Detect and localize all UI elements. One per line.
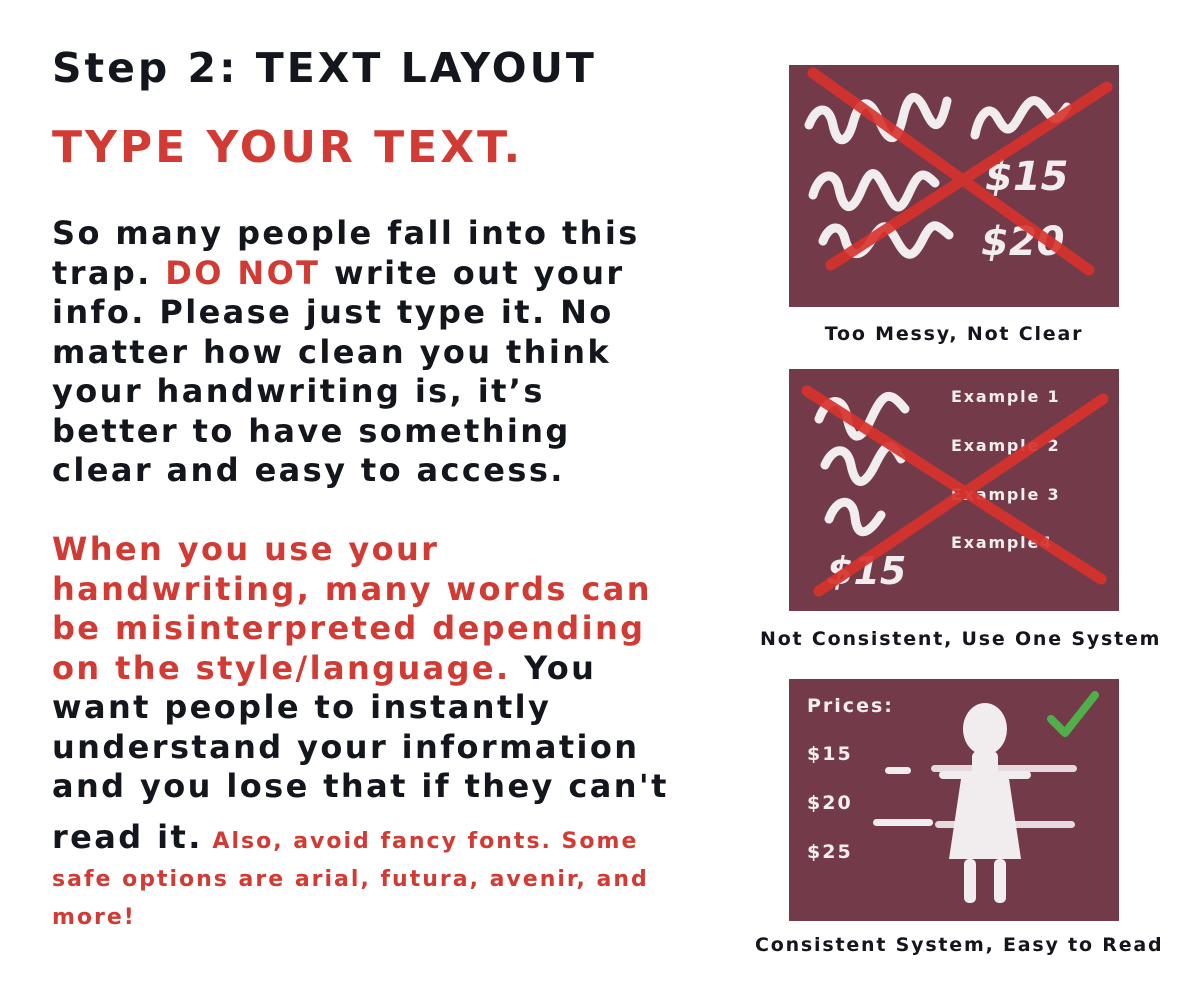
inconsistent-caption: Not Consistent, Use One System: [760, 628, 1162, 650]
example-label: Example4: [951, 533, 1054, 552]
scribble-price: $20: [981, 219, 1065, 265]
text-segment: You: [510, 648, 597, 687]
text-line: better to have something: [52, 411, 571, 450]
cross-mark-icon: [789, 369, 1119, 611]
text-line: [52, 818, 649, 861]
text-line: So many people fall into this: [52, 214, 640, 252]
fonts-tip: Also, avoid fancy fonts. Some: [212, 829, 639, 854]
price-item: $20: [807, 792, 853, 814]
check-mark-icon: [789, 679, 1119, 921]
text-line: clear and easy to access.: [52, 451, 565, 489]
fonts-tip: more!: [52, 905, 136, 930]
text-line: be misinterpreted depending: [52, 609, 646, 647]
text-segment: trap.: [52, 253, 166, 292]
messy-example-panel: [789, 65, 1119, 307]
paragraph-warning: [52, 530, 669, 807]
example-label: Example 2: [951, 436, 1061, 455]
price-item: $25: [807, 841, 853, 863]
text-line: info. Please just type it. No: [52, 293, 614, 331]
messy-scribble-graphic: [789, 65, 1119, 307]
fonts-tip: safe options are arial, futura, avenir, and: [52, 867, 649, 892]
text-segment: write out your: [320, 253, 625, 292]
text-line: want people to instantly: [52, 688, 552, 726]
consistent-caption: Consistent System, Easy to Read: [755, 934, 1164, 956]
example-label: Example 3: [951, 485, 1061, 504]
text-segment: read it.: [52, 818, 203, 856]
text-line: [52, 649, 669, 689]
text-line: When you use your: [52, 530, 440, 568]
price-item: $15: [807, 743, 853, 765]
text-line: handwriting, many words can: [52, 569, 652, 608]
consistent-example-panel: [789, 679, 1119, 921]
text-segment: on the style/language.: [52, 648, 511, 687]
inconsistent-example-panel: [789, 369, 1119, 611]
scribble-price: $15: [827, 549, 907, 593]
example-label: Example 1: [951, 387, 1061, 406]
step-title: Step 2: TEXT LAYOUT: [52, 44, 597, 92]
text-line: [52, 254, 640, 294]
instruction-title: TYPE YOUR TEXT.: [52, 122, 524, 173]
paragraph-intro: [52, 214, 640, 491]
paragraph-fonts: [52, 818, 649, 937]
scribble-price: $15: [985, 154, 1069, 200]
text-line: matter how clean you think: [52, 332, 612, 371]
text-line: and you lose that if they can't: [52, 767, 669, 805]
text-line: your handwriting is, it’s: [52, 372, 545, 410]
messy-caption: Too Messy, Not Clear: [824, 323, 1084, 345]
text-line: understand your information: [52, 727, 640, 766]
do-not-highlight: DO NOT: [165, 253, 321, 292]
prices-label: Prices:: [807, 695, 894, 717]
